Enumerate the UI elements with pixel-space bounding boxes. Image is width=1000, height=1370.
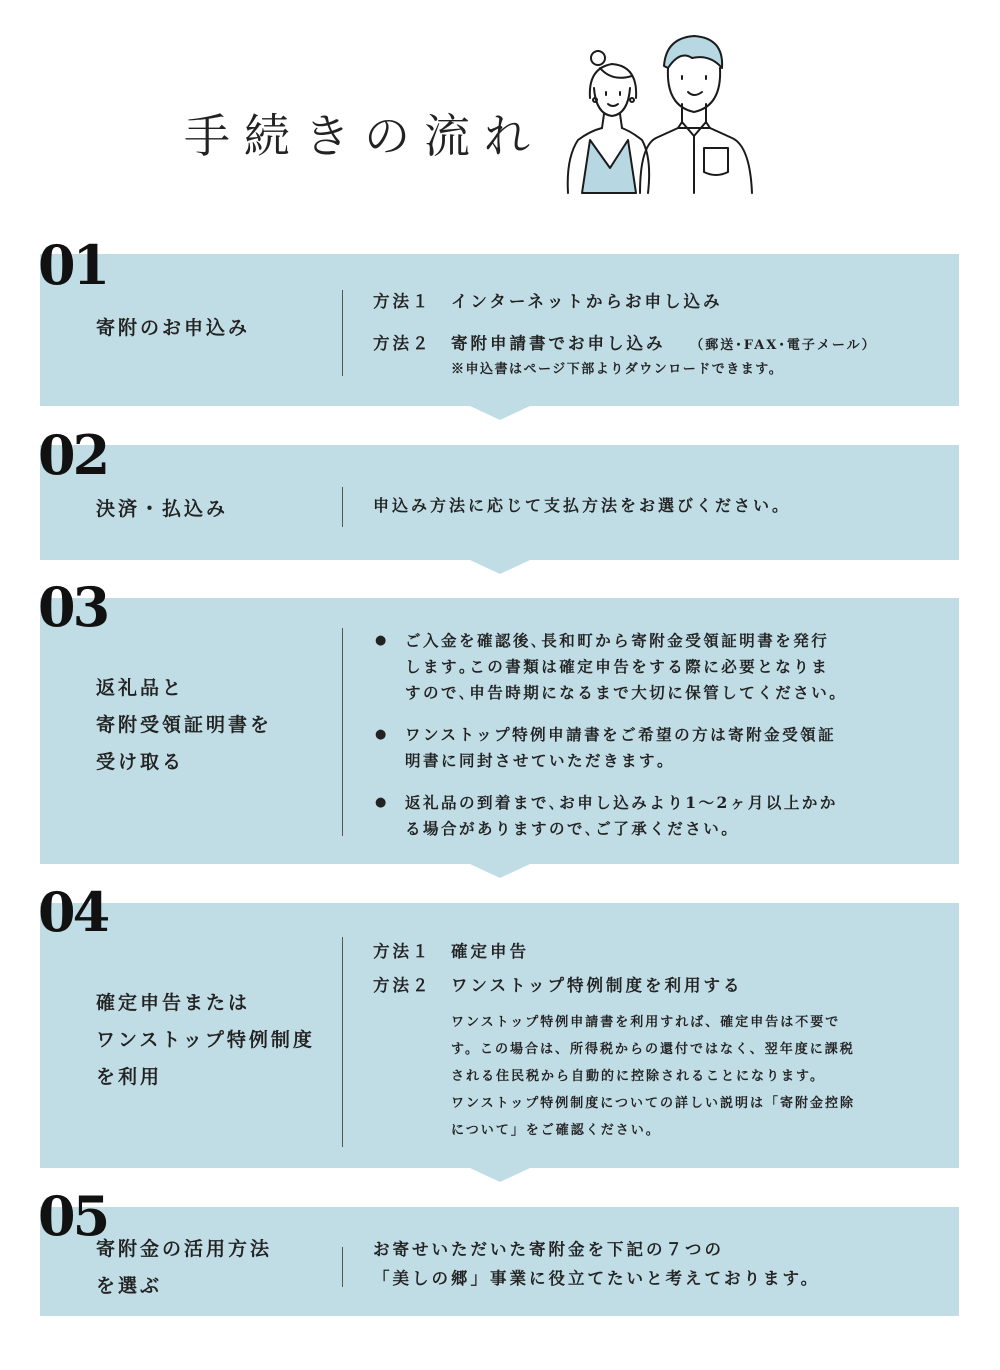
step-01-method-2: 方法２ 寄附申請書でお申し込み （郵送･FAX･電子メール）: [373, 334, 877, 353]
step-01-content: [373, 282, 877, 380]
step-01-band: [40, 254, 959, 406]
step-04-label: 確定申告または ワンストップ特例制度 を利用: [96, 992, 315, 1088]
step-04-method-2: 方法２ ワンストップ特例制度を利用する: [373, 976, 743, 995]
step-03-label: 返礼品と 寄附受領証明書を 受け取る: [96, 677, 273, 773]
step-03-bullets: [373, 628, 840, 858]
step-01-label: 寄附のお申込み: [96, 317, 251, 339]
step-02-number: 02: [38, 423, 108, 487]
step-01-method-2-note: （郵送･FAX･電子メール）: [690, 338, 877, 353]
page-title: 手続きの流れ: [184, 109, 544, 163]
step-05-text: お寄せいただいた寄附金を下記の７つの 「美しの郷」事業に役立てたいと考えております。: [373, 1240, 821, 1288]
list-item: ● ワンストップ特例申請書をご希望の方は寄附金受領証 明書に同封させていただきます｡: [375, 725, 837, 770]
step-04-band: [40, 903, 959, 1168]
step-02-divider: [342, 487, 343, 527]
step-05-number: 05: [38, 1184, 108, 1248]
step-04-description: ワンストップ特例申請書を利用すれば、確定申告は不要で す。この場合は、所得税からの還付ではなく、翌年度に課税 される住民税から自動的に控除されることになります。 ワンストップ特例制度についての詳しい説明は「寄附金控除 について」をご確認ください。: [451, 1015, 855, 1138]
step-01-number: 01: [38, 233, 108, 297]
list-item: ● 返礼品の到着まで､お申し込みより1〜2ヶ月以上かか る場合がありますので､ご了承ください｡: [375, 793, 838, 838]
step-04-content: [373, 935, 855, 1144]
step-01-footnote: ※申込書はページ下部よりダウンロードできます。: [451, 362, 784, 377]
step-05-band: [40, 1207, 959, 1316]
step-04-method-1: 方法１ 確定申告: [373, 942, 529, 961]
step-01-method-1: 方法１ インターネットからお申し込み: [373, 292, 723, 311]
step-05-label: 寄附金の活用方法 を選ぶ: [96, 1238, 273, 1297]
step-03-divider: [342, 628, 343, 836]
step-02-label: 決済・払込み: [96, 498, 229, 520]
step-04-divider: [342, 937, 343, 1147]
step-03-number: 03: [38, 575, 108, 639]
step-04-number: 04: [38, 880, 108, 944]
step-02-text: 申込み方法に応じて支払方法をお選びください。: [373, 496, 792, 515]
list-item: ● ご入金を確認後､長和町から寄附金受領証明書を発行 します｡この書類は確定申告をする際に必要となりま すので､申告時期になるまで大切に保管してください｡: [375, 631, 840, 702]
step-01-divider: [342, 290, 343, 376]
step-03-band: [40, 598, 959, 864]
step-05-divider: [342, 1247, 343, 1287]
step-02-band: [40, 445, 959, 560]
couple-illustration: [560, 28, 760, 198]
